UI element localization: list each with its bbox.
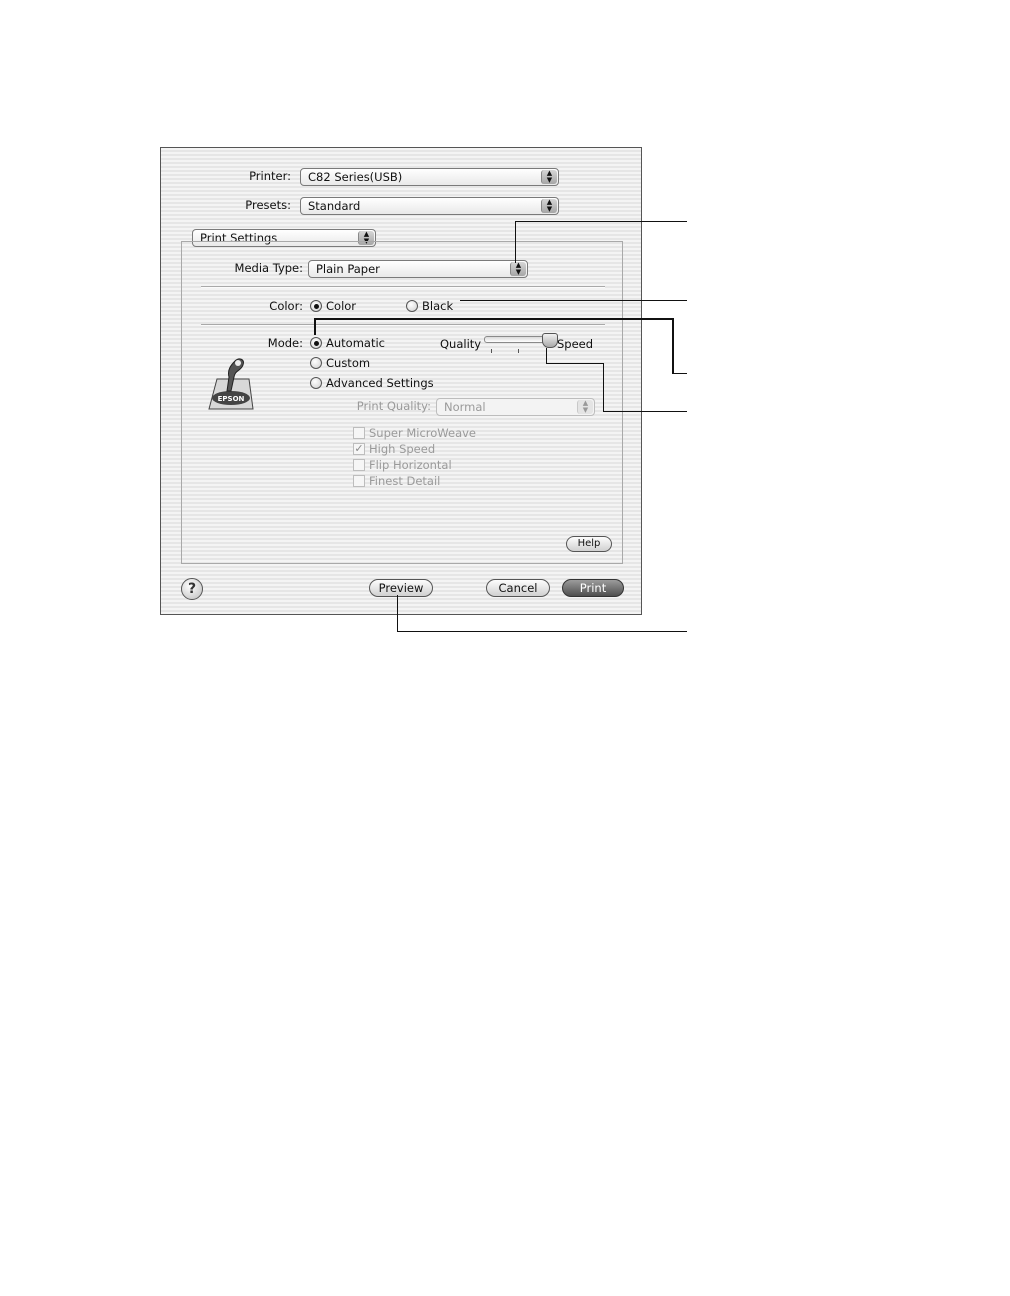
- callout-preview: [397, 631, 687, 632]
- finest-detail-checkbox[interactable]: [353, 475, 365, 487]
- slider-tick: [518, 349, 519, 353]
- panel-menu-value: Print Settings: [200, 231, 278, 245]
- presets-popup[interactable]: [300, 197, 559, 215]
- custom-label: Custom: [326, 356, 371, 370]
- presets-label: Presets:: [245, 198, 291, 212]
- super-microweave-checkbox[interactable]: [353, 427, 365, 439]
- advanced-settings-label: Advanced Settings: [326, 376, 434, 390]
- flip-horizontal-label: Flip Horizontal: [369, 458, 452, 472]
- slider-tick: [491, 349, 492, 353]
- mode-label: Mode:: [267, 336, 303, 350]
- quality-speed-slider-thumb[interactable]: [542, 333, 558, 348]
- callout-mode-end: [672, 373, 687, 374]
- popup-arrows-icon: ▲ ▼: [577, 400, 593, 414]
- black-radio[interactable]: [406, 300, 418, 312]
- media-type-value: Plain Paper: [316, 262, 380, 276]
- printer-popup[interactable]: [300, 168, 559, 186]
- separator: [201, 324, 605, 326]
- print-dialog: [160, 147, 642, 615]
- cancel-button[interactable]: Cancel: [486, 579, 550, 597]
- print-quality-label: Print Quality:: [356, 399, 431, 413]
- callout-slider-drop: [546, 348, 547, 364]
- epson-printer-icon: [205, 355, 257, 411]
- callout-color: [460, 300, 687, 301]
- presets-value: Standard: [308, 199, 361, 213]
- high-speed-checkbox[interactable]: ✓: [354, 442, 364, 455]
- popup-arrows-icon: ▲ ▼: [358, 231, 374, 245]
- flip-horizontal-checkbox[interactable]: [353, 459, 365, 471]
- color-radio[interactable]: [310, 300, 322, 312]
- high-speed-label: High Speed: [369, 442, 436, 456]
- callout-media-type-drop: [515, 221, 516, 263]
- callout-preview-drop: [397, 595, 398, 632]
- printer-value: C82 Series(USB): [308, 170, 403, 184]
- super-microweave-label: Super MicroWeave: [369, 426, 476, 440]
- popup-arrows-icon: ▲ ▼: [541, 199, 557, 213]
- slider-quality-label: Quality: [440, 337, 482, 351]
- epson-logo: [205, 355, 257, 411]
- print-button[interactable]: Print: [562, 579, 624, 597]
- slider-speed-label: Speed: [557, 337, 594, 351]
- popup-arrows-icon: ▲ ▼: [510, 262, 526, 276]
- callout-mode-right: [672, 318, 674, 374]
- callout-mode: [314, 318, 673, 320]
- popup-arrows-icon: ▲ ▼: [541, 170, 557, 184]
- epson-logo-text: EPSON: [217, 395, 245, 403]
- color-option-label: Color: [326, 299, 357, 313]
- callout-media-type: [515, 221, 687, 222]
- separator: [201, 286, 605, 288]
- advanced-settings-radio[interactable]: [310, 377, 322, 389]
- help-button[interactable]: Help: [566, 536, 612, 552]
- automatic-radio[interactable]: [310, 337, 322, 349]
- printer-label: Printer:: [249, 169, 291, 183]
- media-type-label: Media Type:: [234, 261, 303, 275]
- callout-slider-end: [603, 411, 687, 412]
- help-question-icon[interactable]: ?: [181, 578, 203, 600]
- print-quality-value: Normal: [444, 400, 486, 414]
- preview-button[interactable]: Preview: [369, 579, 433, 597]
- custom-radio[interactable]: [310, 357, 322, 369]
- callout-slider-down: [603, 363, 604, 412]
- callout-slider: [546, 363, 604, 364]
- black-option-label: Black: [422, 299, 454, 313]
- callout-mode-drop: [314, 318, 316, 335]
- print-quality-popup[interactable]: [436, 398, 595, 416]
- finest-detail-label: Finest Detail: [369, 474, 441, 488]
- media-type-popup[interactable]: [308, 260, 528, 278]
- color-label: Color:: [269, 299, 303, 313]
- automatic-label: Automatic: [326, 336, 385, 350]
